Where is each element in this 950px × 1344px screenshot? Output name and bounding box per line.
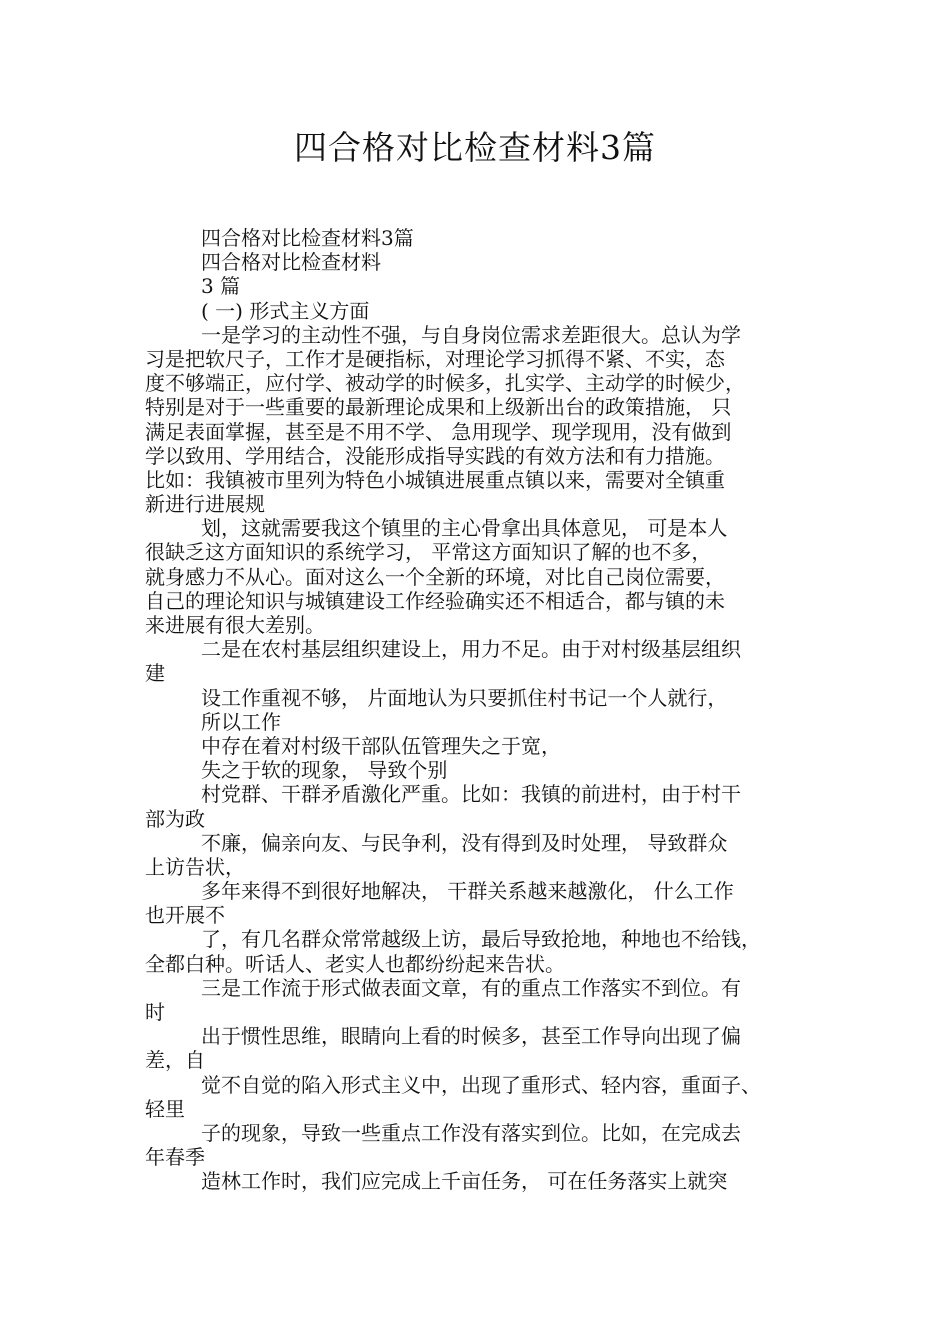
body-line: 满足表面掌握，甚至是不用不学、 急用现学、现学现用，没有做到 [145,419,732,444]
body-line: 了，有几名群众常常越级上访，最后导致抢地，种地也不给钱， [201,927,761,952]
body-line: 三是工作流于形式做表面文章，有的重点工作落实不到位。有 [201,975,741,1000]
body-line: 自己的理论知识与城镇建设工作经验确实还不相适合，都与镇的未 [145,588,725,613]
body-line: 四合格对比检查材料 [201,250,381,275]
body-line: 中存在着对村级干部队伍管理失之于宽， [201,733,561,758]
body-line: 一是学习的主动性不强，与自身岗位需求差距很大。总认为学 [201,322,741,347]
body-line: 划，这就需要我这个镇里的主心骨拿出具体意见， 可是本人 [201,516,728,541]
body-line: 差，自 [145,1048,205,1073]
body-line: 子的现象，导致一些重点工作没有落实到位。比如，在完成去 [201,1120,741,1145]
body-line: 来进展有很大差别。 [145,613,325,637]
body-line: 二是在农村基层组织建设上，用力不足。由于对村级基层组织 [201,637,741,662]
body-line: 失之于软的现象， 导致个别 [201,758,448,783]
body-line: 多年来得不到很好地解决， 干群关系越来越激化， 什么工作 [201,879,734,904]
body-line: 时 [145,1000,165,1024]
body-line: 出于惯性思维，眼睛向上看的时候多，甚至工作导向出现了偏 [201,1024,741,1049]
body-line: 上访告状， [145,854,245,879]
body-line: 轻里 [145,1096,185,1121]
body-line: 特别是对于一些重要的最新理论成果和上级新出台的政策措施， 只 [145,395,732,420]
body-line: 部为政 [145,806,205,831]
document-title: 四合格对比检查材料3篇 [294,128,656,167]
body-line: 设工作重视不够， 片面地认为只要抓住村书记一个人就行， [201,685,728,710]
body-line: 四合格对比检查材料3篇 [201,226,414,250]
body-line: 新进行进展规 [145,492,265,517]
body-line: 建 [145,661,165,686]
body-line: 所以工作 [201,709,281,734]
body-line: 年春季 [145,1145,205,1170]
body-line: 也开展不 [145,903,225,928]
body-line: 比如：我镇被市里列为特色小城镇进展重点镇以来，需要对全镇重 [145,467,725,492]
body-line: 造林工作时，我们应完成上千亩任务， 可在任务落实上就突 [201,1169,728,1194]
body-line: 觉不自觉的陷入形式主义中，出现了重形式、轻内容，重面子、 [201,1072,761,1097]
body-line: 就身感力不从心。面对这么一个全新的环境，对比自己岗位需要， [145,564,725,589]
body-line: 村党群、干群矛盾激化严重。比如：我镇的前进村，由于村干 [201,782,741,807]
body-line: ( 一) 形式主义方面 [201,298,370,323]
body-line: 不廉，偏亲向友、与民争利，没有得到及时处理， 导致群众 [201,830,728,855]
body-line: 学以致用、学用结合，没能形成指导实践的有效方法和有力措施。 [145,443,725,468]
document-body [145,226,825,1194]
body-line: 3 篇 [201,274,241,299]
body-line: 很缺乏这方面知识的系统学习， 平常这方面知识了解的也不多， [145,540,712,565]
body-line: 全都白种。听话人、老实人也都纷纷起来告状。 [145,951,565,976]
body-line: 习是把软尺子，工作才是硬指标，对理论学习抓得不紧、不实，态 [145,346,725,371]
body-line: 度不够端正，应付学、被动学的时候多，扎实学、主动学的时候少， [145,371,745,396]
